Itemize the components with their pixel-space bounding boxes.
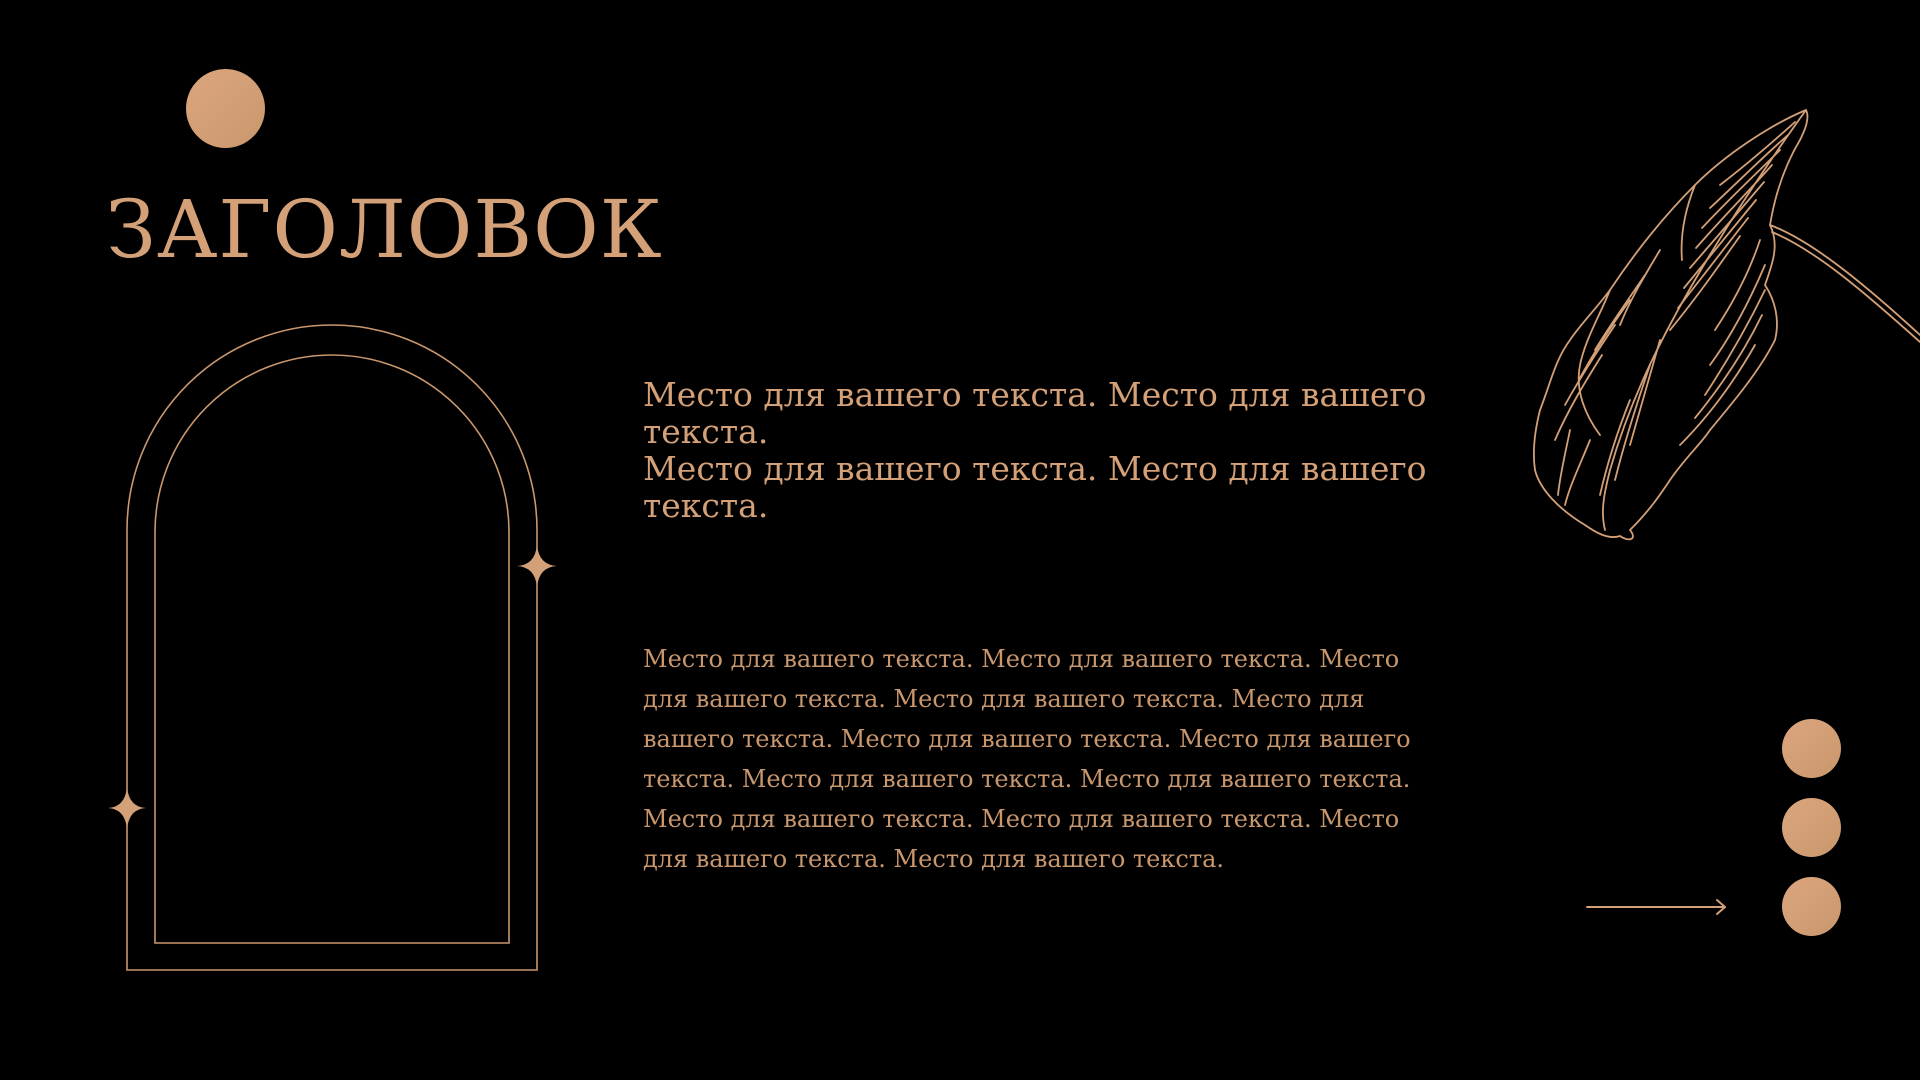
right-decorative-circle-3 — [1782, 877, 1841, 936]
right-decorative-circle-1 — [1782, 719, 1841, 778]
top-decorative-circle — [186, 69, 265, 148]
sparkle-icon — [108, 787, 146, 829]
body-text-paragraph: Место для вашего текста. Место для вашего текста. Место для вашего текста. Место для вашего текста. Место для вашего текста. Место для вашего текста. Место для вашего текста. Место для вашего текста. Место для вашего текста. Место для вашего текста. Место для вашего текста. Место для вашего текста. Место для вашего текста. — [643, 645, 1411, 873]
main-text-line-2: Место для вашего текста. Место для вашего текста. — [643, 449, 1427, 525]
arrow-right-icon — [1585, 895, 1730, 919]
leaf-line-art-icon — [1510, 100, 1920, 550]
main-text-block — [643, 376, 1443, 524]
slide-title: ЗАГОЛОВОК — [106, 183, 663, 276]
sparkle-icon — [517, 545, 557, 587]
right-decorative-circle-2 — [1782, 798, 1841, 857]
main-text-line-1: Место для вашего текста. Место для вашего текста. — [643, 375, 1427, 451]
arch-frame-icon — [100, 320, 560, 980]
